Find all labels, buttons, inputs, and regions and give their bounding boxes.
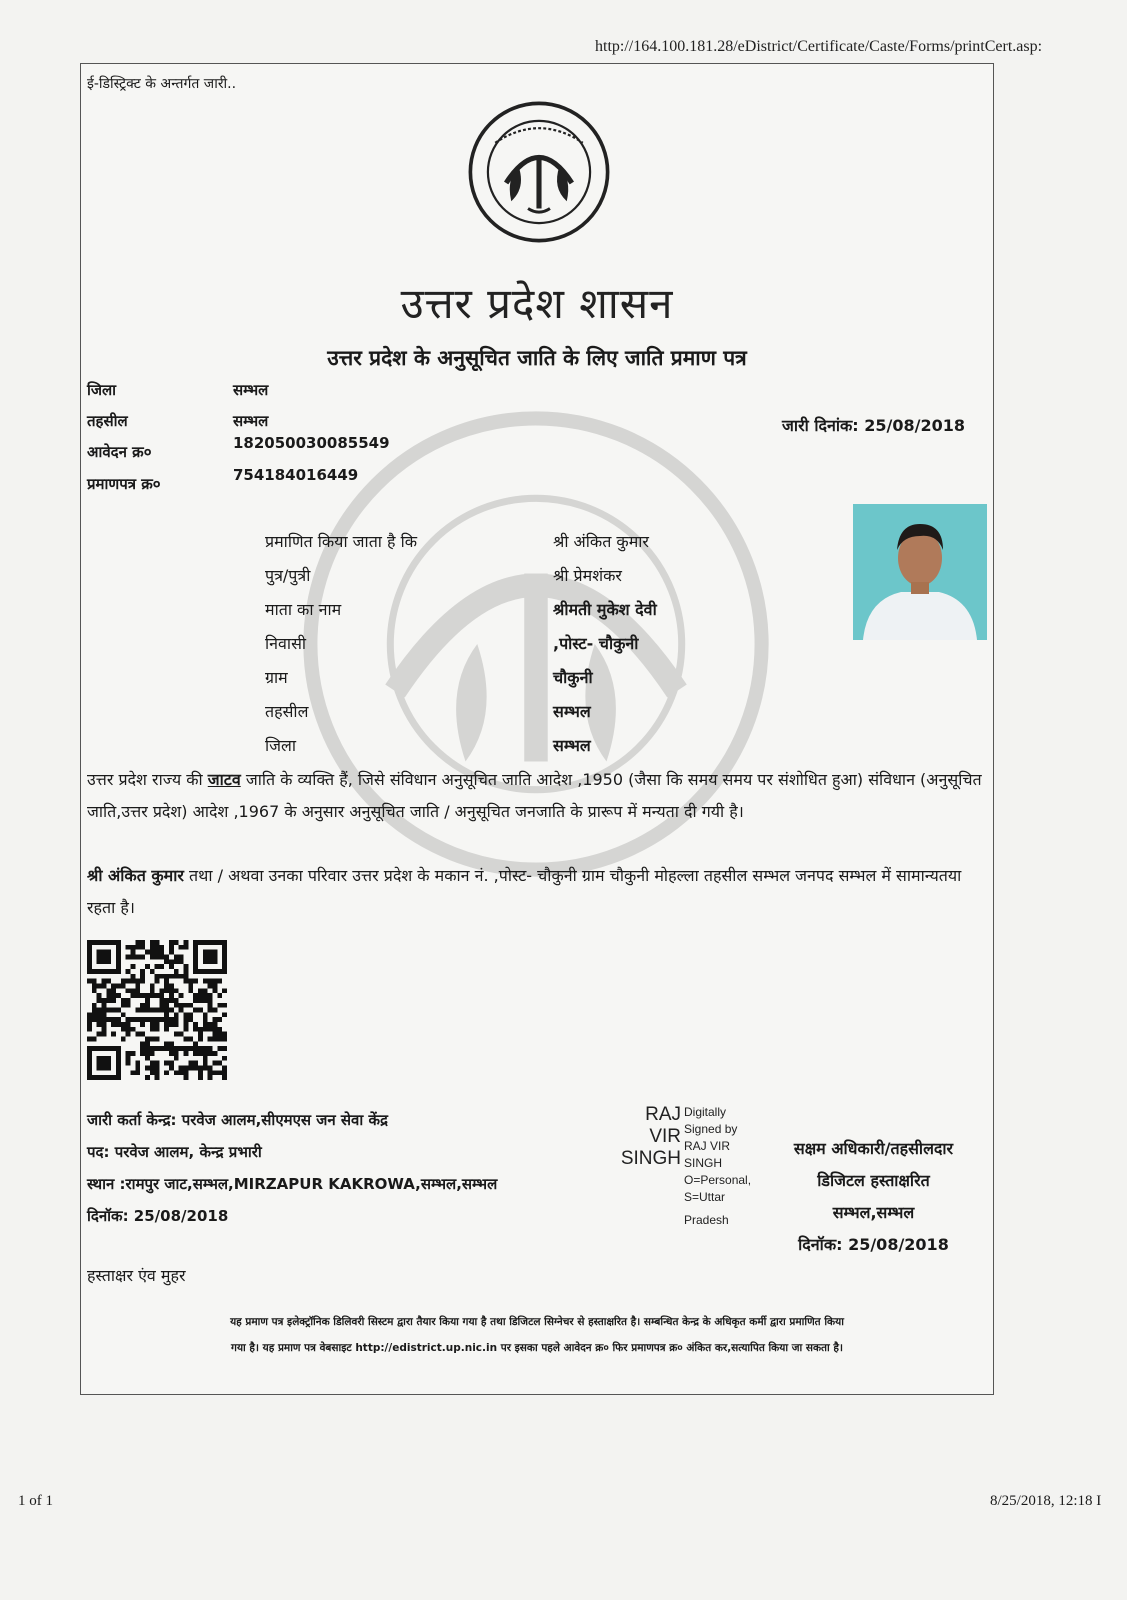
signature-detail-line: S=Uttar (684, 1190, 726, 1204)
browser-url: http://164.100.181.28/eDistrict/Certificate/Caste/Forms/printCert.asp: (595, 38, 1043, 55)
issued-under-note: ई-डिस्ट्रिक्ट के अन्तर्गत जारी.. (87, 76, 237, 92)
caste-certificate (80, 63, 994, 1395)
mother-name: श्रीमती मुकेश देवी (553, 600, 657, 619)
signature-detail-line: O=Personal, (684, 1173, 752, 1187)
signature-and-seal-label: हस्ताक्षर एंव मुहर (87, 1266, 186, 1285)
district-value: सम्भल (233, 381, 269, 399)
person-tehsil-label: तहसील (265, 702, 309, 721)
village-value: चौकुनी (553, 668, 593, 687)
signer-name-line: SINGH (620, 1148, 681, 1169)
caste-statement-post: जाति के व्यक्ति हैं, जिसे संविधान अनुसूचित जाति आदेश ,1950 (जैसा कि समय समय पर संशोधित हुआ) संविधान (अनुसूचित जाति,उत्तर प्रदेश) आदेश ,1967 के अनुसार अनुसूचित जाति / अनुसूचित जनजाति के प्रारूप में मन्यता दी गयी है। (87, 770, 982, 821)
signer-name-line: RAJ (645, 1104, 681, 1125)
signer-name-line: VIR (649, 1126, 681, 1147)
digital-signer-name (611, 1104, 681, 1170)
applicant-photo (853, 504, 987, 640)
issuing-centre: जारी कर्ता केन्द्र: परवेज आलम,सीएमएस जन सेवा केंद्र (87, 1111, 388, 1129)
government-heading: उत्तर प्रदेश शासन (400, 279, 674, 328)
footer-line-1: यह प्रमाण पत्र इलेक्ट्रॉनिक डिलिवरी सिस्टम द्वारा तैयार किया गया है तथा डिजिटल सिग्नेचर से हस्ताक्षरित है। सम्बन्धित केन्द्र के अधिकृत कर्मी द्वारा प्रमाणित किया (230, 1316, 844, 1328)
verification-footer (81, 1309, 993, 1361)
issuer-date: दिनॉक: 25/08/2018 (87, 1207, 229, 1225)
issuer-post: पद: परवेज आलम, केन्द्र प्रभारी (87, 1143, 262, 1161)
signature-detail-line: Digitally (684, 1105, 727, 1119)
officer-place: सम्भल,सम्भल (832, 1203, 915, 1222)
officer-signed: डिजिटल हस्ताक्षरित (817, 1171, 930, 1190)
officer-date: दिनॉक: 25/08/2018 (798, 1235, 949, 1254)
footer-line-2: गया है। यह प्रमाण पत्र वेबसाइट http://edistrict.up.nic.in पर इसका पहले आवेदन क्र० फिर प्रमाणपत्र क्र० अंकित कर,सत्यापित किया जा सकता है। (231, 1342, 843, 1354)
mother-name-label: माता का नाम (265, 600, 342, 619)
tehsil-label: तहसील (87, 412, 128, 430)
print-timestamp: 8/25/2018, 12:18 I (990, 1493, 1102, 1509)
certificate-no-value: 754184016449 (233, 466, 359, 484)
officer-designation: सक्षम अधिकारी/तहसीलदार (793, 1139, 954, 1158)
application-no-value: 182050030085549 (233, 434, 390, 452)
caste-statement (87, 764, 982, 828)
issue-date: जारी दिनांक: 25/08/2018 (782, 416, 965, 435)
village-label: ग्राम (265, 668, 288, 687)
application-no-label: आवेदन क्र० (87, 443, 152, 461)
caste-name: जाटव (207, 770, 241, 789)
person-district-value: सम्भल (553, 736, 591, 755)
residence-statement (87, 860, 982, 924)
applicant-name: श्री अंकित कुमार (553, 532, 649, 551)
tehsil-value: सम्भल (233, 412, 269, 430)
residence-text: तथा / अथवा उनका परिवार उत्तर प्रदेश के मकान नं. ,पोस्ट- चौकुनी ग्राम चौकुनी मोहल्ला तहसील सम्भल जनपद सम्भल में सामान्यतया रहता है। (87, 866, 962, 917)
resident-label: निवासी (265, 634, 307, 653)
up-government-emblem-icon (466, 99, 612, 245)
signature-detail-line: RAJ VIR (684, 1139, 731, 1153)
certified-that-label: प्रमाणित किया जाता है कि (265, 532, 418, 551)
son-daughter-label: पुत्र/पुत्री (265, 566, 311, 585)
person-district-label: जिला (265, 736, 297, 755)
signature-detail-line: Signed by (684, 1122, 738, 1136)
caste-statement-pre: उत्तर प्रदेश राज्य की (87, 770, 208, 789)
residence-person-name: श्री अंकित कुमार (87, 866, 184, 885)
verification-qr-code[interactable] (87, 940, 227, 1080)
signature-detail-line: SINGH (684, 1156, 723, 1170)
resident-value: ,पोस्ट- चौकुनी (553, 634, 639, 653)
certificate-no-label: प्रमाणपत्र क्र० (87, 475, 161, 493)
district-label: जिला (87, 381, 117, 399)
page-counter: 1 of 1 (18, 1493, 53, 1509)
issuer-place: स्थान :रामपुर जाट,सम्भल,MIRZAPUR KAKROWA,सम्भल,सम्भल (87, 1175, 498, 1193)
digital-signature-details (684, 1104, 764, 1229)
certificate-title: उत्तर प्रदेश के अनुसूचित जाति के लिए जाति प्रमाण पत्र (327, 346, 747, 370)
father-name: श्री प्रेमशंकर (553, 566, 622, 585)
person-tehsil-value: सम्भल (553, 702, 591, 721)
signature-detail-line: Pradesh (684, 1213, 729, 1227)
